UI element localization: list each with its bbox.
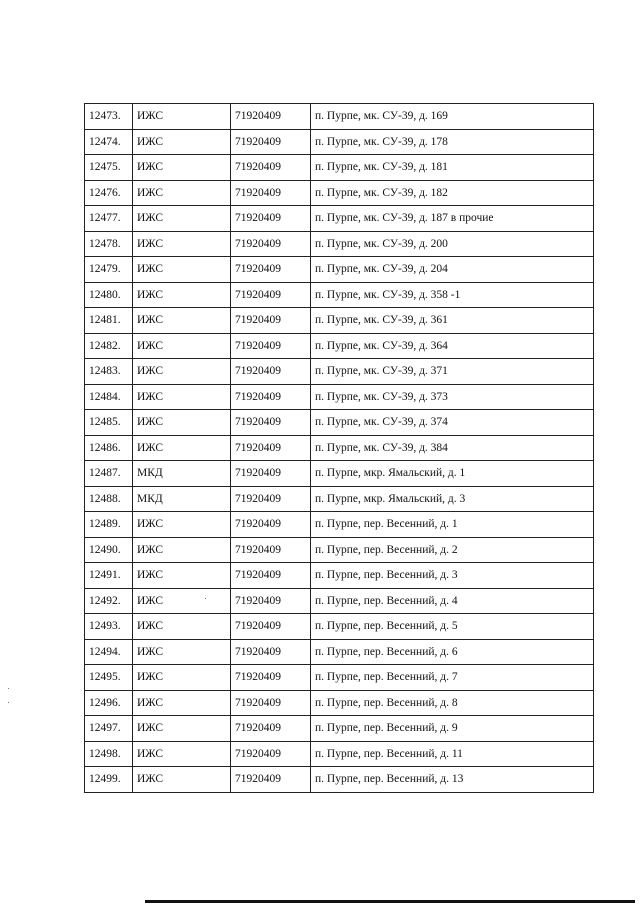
row-number-cell: 12493. — [85, 614, 133, 640]
building-type-cell: ИЖС — [133, 155, 231, 181]
address-cell: п. Пурпе, пер. Весенний, д. 13 — [311, 767, 594, 793]
address-cell: п. Пурпе, мкр. Ямальский, д. 1 — [311, 461, 594, 487]
address-cell: п. Пурпе, мк. СУ-39, д. 364 — [311, 333, 594, 359]
row-number-cell: 12496. — [85, 690, 133, 716]
table-row — [85, 180, 594, 206]
row-number-cell: 12483. — [85, 359, 133, 385]
code-cell: 71920409 — [231, 308, 311, 334]
table-row — [85, 282, 594, 308]
address-cell: п. Пурпе, мк. СУ-39, д. 358 -1 — [311, 282, 594, 308]
table-row — [85, 486, 594, 512]
address-cell: п. Пурпе, пер. Весенний, д. 4 — [311, 588, 594, 614]
scan-speck — [8, 702, 9, 703]
row-number-cell: 12477. — [85, 206, 133, 232]
address-cell: п. Пурпе, мк. СУ-39, д. 181 — [311, 155, 594, 181]
code-cell: 71920409 — [231, 588, 311, 614]
code-cell: 71920409 — [231, 614, 311, 640]
building-type-cell: ИЖС — [133, 588, 231, 614]
table-row — [85, 359, 594, 385]
row-number-cell: 12499. — [85, 767, 133, 793]
code-cell: 71920409 — [231, 512, 311, 538]
code-cell: 71920409 — [231, 435, 311, 461]
code-cell: 71920409 — [231, 384, 311, 410]
code-cell: 71920409 — [231, 129, 311, 155]
building-type-cell: ИЖС — [133, 308, 231, 334]
scan-speck — [8, 688, 9, 689]
table-row — [85, 512, 594, 538]
table-row — [85, 716, 594, 742]
row-number-cell: 12488. — [85, 486, 133, 512]
code-cell: 71920409 — [231, 231, 311, 257]
row-number-cell: 12485. — [85, 410, 133, 436]
address-cell: п. Пурпе, пер. Весенний, д. 1 — [311, 512, 594, 538]
row-number-cell: 12486. — [85, 435, 133, 461]
table-row — [85, 614, 594, 640]
building-type-cell: ИЖС — [133, 716, 231, 742]
building-type-cell: ИЖС — [133, 614, 231, 640]
table-row — [85, 206, 594, 232]
address-cell: п. Пурпе, пер. Весенний, д. 6 — [311, 639, 594, 665]
code-cell: 71920409 — [231, 104, 311, 130]
building-type-cell: ИЖС — [133, 231, 231, 257]
building-type-cell: ИЖС — [133, 129, 231, 155]
code-cell: 71920409 — [231, 155, 311, 181]
table-row — [85, 308, 594, 334]
address-cell: п. Пурпе, пер. Весенний, д. 7 — [311, 665, 594, 691]
table-row — [85, 231, 594, 257]
building-type-cell: МКД — [133, 486, 231, 512]
code-cell: 71920409 — [231, 716, 311, 742]
code-cell: 71920409 — [231, 282, 311, 308]
row-number-cell: 12495. — [85, 665, 133, 691]
row-number-cell: 12479. — [85, 257, 133, 283]
row-number-cell: 12484. — [85, 384, 133, 410]
row-number-cell: 12475. — [85, 155, 133, 181]
address-cell: п. Пурпе, мк. СУ-39, д. 384 — [311, 435, 594, 461]
table-row — [85, 537, 594, 563]
address-cell: п. Пурпе, пер. Весенний, д. 3 — [311, 563, 594, 589]
code-cell: 71920409 — [231, 410, 311, 436]
code-cell: 71920409 — [231, 486, 311, 512]
address-cell: п. Пурпе, мк. СУ-39, д. 361 — [311, 308, 594, 334]
code-cell: 71920409 — [231, 690, 311, 716]
address-cell: п. Пурпе, мк. СУ-39, д. 187 в прочие — [311, 206, 594, 232]
address-cell: п. Пурпе, мк. СУ-39, д. 200 — [311, 231, 594, 257]
table-row — [85, 435, 594, 461]
code-cell: 71920409 — [231, 537, 311, 563]
address-cell: п. Пурпе, пер. Весенний, д. 2 — [311, 537, 594, 563]
code-cell: 71920409 — [231, 333, 311, 359]
row-number-cell: 12494. — [85, 639, 133, 665]
building-type-cell: ИЖС — [133, 537, 231, 563]
row-number-cell: 12473. — [85, 104, 133, 130]
row-number-cell: 12476. — [85, 180, 133, 206]
building-type-cell: ИЖС — [133, 639, 231, 665]
table-row — [85, 384, 594, 410]
row-number-cell: 12498. — [85, 741, 133, 767]
code-cell: 71920409 — [231, 461, 311, 487]
building-type-cell: ИЖС — [133, 741, 231, 767]
address-table-body — [85, 104, 594, 793]
table-row — [85, 588, 594, 614]
row-number-cell: 12490. — [85, 537, 133, 563]
building-type-cell: ИЖС — [133, 206, 231, 232]
address-cell: п. Пурпе, мкр. Ямальский, д. 3 — [311, 486, 594, 512]
building-type-cell: ИЖС — [133, 690, 231, 716]
building-type-cell: ИЖС — [133, 282, 231, 308]
table-row — [85, 333, 594, 359]
code-cell: 71920409 — [231, 563, 311, 589]
table-row — [85, 741, 594, 767]
table-row — [85, 461, 594, 487]
row-number-cell: 12487. — [85, 461, 133, 487]
building-type-cell: ИЖС — [133, 104, 231, 130]
address-cell: п. Пурпе, мк. СУ-39, д. 169 — [311, 104, 594, 130]
table-row — [85, 155, 594, 181]
row-number-cell: 12480. — [85, 282, 133, 308]
code-cell: 71920409 — [231, 206, 311, 232]
building-type-cell: ИЖС — [133, 333, 231, 359]
code-cell: 71920409 — [231, 767, 311, 793]
address-cell: п. Пурпе, мк. СУ-39, д. 371 — [311, 359, 594, 385]
building-type-cell: ИЖС — [133, 512, 231, 538]
building-type-cell: ИЖС — [133, 359, 231, 385]
code-cell: 71920409 — [231, 359, 311, 385]
address-cell: п. Пурпе, пер. Весенний, д. 9 — [311, 716, 594, 742]
row-number-cell: 12474. — [85, 129, 133, 155]
building-type-cell: ИЖС — [133, 410, 231, 436]
table-row — [85, 129, 594, 155]
bottom-rule — [145, 900, 635, 903]
code-cell: 71920409 — [231, 639, 311, 665]
table-row — [85, 639, 594, 665]
row-number-cell: 12491. — [85, 563, 133, 589]
table-row — [85, 767, 594, 793]
building-type-cell: ИЖС — [133, 257, 231, 283]
address-cell: п. Пурпе, пер. Весенний, д. 5 — [311, 614, 594, 640]
table-row — [85, 690, 594, 716]
code-cell: 71920409 — [231, 180, 311, 206]
table-row — [85, 104, 594, 130]
building-type-cell: ИЖС — [133, 665, 231, 691]
row-number-cell: 12489. — [85, 512, 133, 538]
table-row — [85, 410, 594, 436]
building-type-cell: МКД — [133, 461, 231, 487]
row-number-cell: 12481. — [85, 308, 133, 334]
address-cell: п. Пурпе, мк. СУ-39, д. 373 — [311, 384, 594, 410]
building-type-cell: ИЖС — [133, 767, 231, 793]
building-type-cell: ИЖС — [133, 435, 231, 461]
address-cell: п. Пурпе, пер. Весенний, д. 11 — [311, 741, 594, 767]
row-number-cell: 12478. — [85, 231, 133, 257]
address-cell: п. Пурпе, пер. Весенний, д. 8 — [311, 690, 594, 716]
building-type-cell: ИЖС — [133, 384, 231, 410]
address-cell: п. Пурпе, мк. СУ-39, д. 204 — [311, 257, 594, 283]
code-cell: 71920409 — [231, 665, 311, 691]
row-number-cell: 12492. — [85, 588, 133, 614]
scan-speck — [205, 598, 206, 599]
address-cell: п. Пурпе, мк. СУ-39, д. 182 — [311, 180, 594, 206]
row-number-cell: 12497. — [85, 716, 133, 742]
address-cell: п. Пурпе, мк. СУ-39, д. 374 — [311, 410, 594, 436]
building-type-cell: ИЖС — [133, 563, 231, 589]
address-table — [84, 103, 594, 793]
table-row — [85, 665, 594, 691]
code-cell: 71920409 — [231, 741, 311, 767]
table-row — [85, 257, 594, 283]
row-number-cell: 12482. — [85, 333, 133, 359]
table-row — [85, 563, 594, 589]
address-cell: п. Пурпе, мк. СУ-39, д. 178 — [311, 129, 594, 155]
code-cell: 71920409 — [231, 257, 311, 283]
building-type-cell: ИЖС — [133, 180, 231, 206]
